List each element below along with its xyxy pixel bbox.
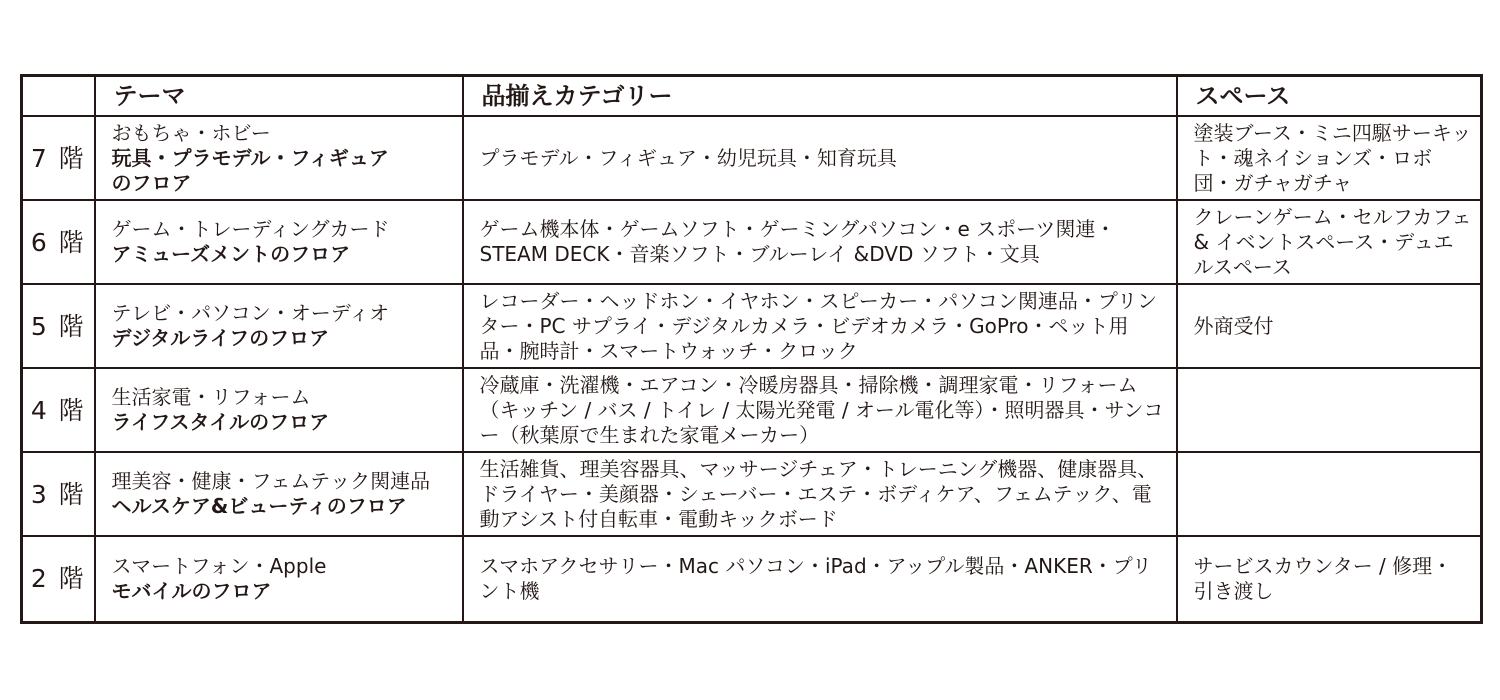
theme-title: 玩具・プラモデル・フィギュア [111, 145, 389, 170]
categories-cell: レコーダー・ヘッドホン・イヤホン・スピーカー・パソコン関連品・プリンター・PC サプライ・デジタルカメラ・ビデオカメラ・GoPro・ペット用品・腕時計・スマートウォッチ・クロック [463, 284, 1177, 368]
floor-label: 7 階 [22, 116, 95, 200]
categories-cell: プラモデル・フィギュア・幼児玩具・知育玩具 [463, 116, 1177, 200]
theme-subtitle: 理美容・健康・フェムテック関連品 [111, 469, 431, 493]
space-cell: 外商受付 [1177, 284, 1482, 368]
space-cell: クレーンゲーム・セルフカフェ & イベントスペース・デュエルスペース [1177, 200, 1482, 284]
header-space: スペース [1177, 76, 1482, 117]
theme-cell [95, 536, 463, 622]
theme-cell [95, 284, 463, 368]
space-cell: サービスカウンター / 修理・引き渡し [1177, 536, 1482, 622]
floor-guide [20, 74, 1480, 624]
theme-title: アミューズメントのフロア [111, 242, 351, 266]
theme-subtitle: テレビ・パソコン・オーディオ [111, 301, 390, 325]
floor-label: 5 階 [22, 284, 95, 368]
space-cell [1177, 368, 1482, 452]
space-cell: 塗装ブース・ミニ四駆サーキット・魂ネイションズ・ロボ団・ガチャガチャ [1177, 116, 1482, 200]
theme-title: ヘルスケア&ビューティのフロア [111, 494, 407, 518]
theme-title: デジタルライフのフロア [111, 326, 330, 350]
table-row [22, 200, 1482, 284]
categories-cell: スマホアクセサリー・Mac パソコン・iPad・アップル製品・ANKER・プリント機 [463, 536, 1177, 622]
theme-title: モバイルのフロア [111, 578, 272, 603]
theme-cell [95, 452, 463, 536]
table-row [22, 368, 1482, 452]
categories-cell: 生活雑貨、理美容器具、マッサージチェア・トレーニング機器、健康器具、ドライヤー・美顔器・シェーバー・エステ・ボディケア、フェムテック、電動アシスト付自転車・電動キックボード [463, 452, 1177, 536]
theme-cell [95, 368, 463, 452]
theme-subtitle: 生活家電・リフォーム [111, 385, 311, 409]
theme-title: ライフスタイルのフロア [111, 410, 330, 434]
header-categories: 品揃えカテゴリー [463, 76, 1177, 117]
table-row [22, 536, 1482, 622]
categories-cell: 冷蔵庫・洗濯機・エアコン・冷暖房器具・掃除機・調理家電・リフォーム（キッチン / バス / トイレ / 太陽光発電 / オール電化等）・照明器具・サンコー（秋葉原で生まれた家電メーカー） [463, 368, 1177, 452]
theme-cell [95, 116, 463, 200]
table-row [22, 284, 1482, 368]
floor-guide-table [20, 74, 1483, 624]
categories-cell: ゲーム機本体・ゲームソフト・ゲーミングパソコン・e スポーツ関連・STEAM DECK・音楽ソフト・ブルーレイ &DVD ソフト・文具 [463, 200, 1177, 284]
theme-subtitle: おもちゃ・ホビー [111, 120, 271, 145]
floor-label: 6 階 [22, 200, 95, 284]
floor-label: 4 階 [22, 368, 95, 452]
theme-title: のフロア [111, 170, 192, 195]
header-floor [22, 76, 95, 117]
floor-label: 3 階 [22, 452, 95, 536]
table-row [22, 452, 1482, 536]
space-cell [1177, 452, 1482, 536]
theme-subtitle: スマートフォン・Apple [111, 553, 327, 578]
table-row [22, 116, 1482, 200]
theme-subtitle: ゲーム・トレーディングカード [111, 217, 390, 241]
header-row [22, 76, 1482, 117]
header-theme: テーマ [95, 76, 463, 117]
floor-label: 2 階 [22, 536, 95, 622]
theme-cell [95, 200, 463, 284]
